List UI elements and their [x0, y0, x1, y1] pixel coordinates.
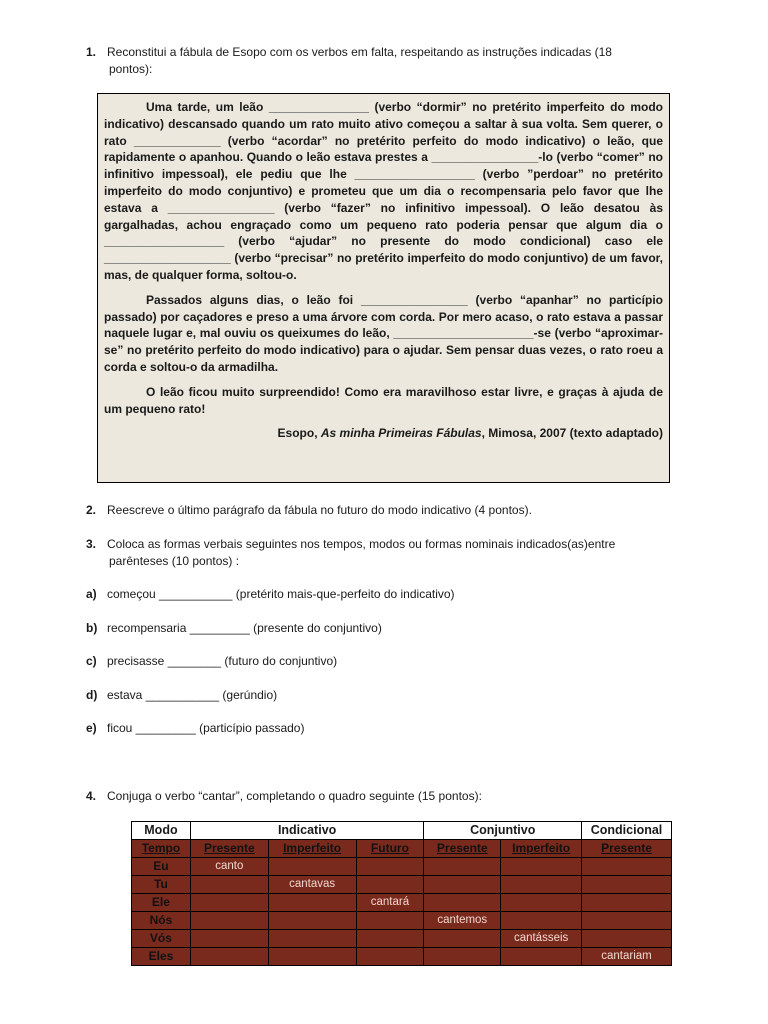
person-label: Tu: [132, 876, 191, 894]
item-label: e): [86, 721, 97, 735]
table-tempo-row: [132, 840, 672, 858]
question-3-text: [107, 536, 667, 570]
conjugation-cell[interactable]: cantemos: [424, 912, 501, 930]
question-1-line-2: pontos):: [109, 62, 153, 76]
tempo-cell: Presente: [424, 840, 501, 858]
question-3-line-2: parênteses (10 pontos) :: [109, 554, 240, 568]
item-label: a): [86, 587, 97, 601]
item-label: b): [86, 621, 98, 635]
person-label: Eu: [132, 858, 191, 876]
item-label: c): [86, 654, 97, 668]
conjugation-cell[interactable]: [582, 912, 672, 930]
table-row: [132, 894, 672, 912]
header-indicativo: Indicativo: [190, 822, 423, 840]
header-modo: Modo: [132, 822, 191, 840]
conjugation-cell[interactable]: [268, 858, 356, 876]
conjugation-table: [131, 821, 672, 966]
question-4-text: Conjuga o verbo “cantar”, completando o quadro seguinte (15 pontos):: [107, 789, 482, 803]
tempo-cell: Imperfeito: [268, 840, 356, 858]
conjugation-cell[interactable]: [356, 876, 424, 894]
tempo-cell: Imperfeito: [501, 840, 582, 858]
item-label: d): [86, 688, 98, 702]
question-3-item-e: [86, 720, 304, 737]
conjugation-cell[interactable]: [424, 894, 501, 912]
question-3-item-c: [86, 653, 337, 670]
table-header-row: [132, 822, 672, 840]
question-1-number: 1.: [86, 45, 97, 59]
question-3-item-a: [86, 586, 455, 603]
conjugation-cell[interactable]: [268, 930, 356, 948]
conjugation-cell[interactable]: [424, 930, 501, 948]
question-3-number: 3.: [86, 537, 97, 551]
conjugation-cell[interactable]: [501, 858, 582, 876]
conjugation-cell[interactable]: [424, 858, 501, 876]
fable-paragraph-2: Passados alguns dias, o leão foi ________________ (verbo “apanhar” no particípio passado) por caçadores e preso a uma árvore com corda. Por mero acaso, o rato estava a passar naquele lugar e, mal ouviu os queixumes do leão, _____________________-se (verbo “aproximar-se” no pretérito perfeito do modo indicativo) para o ajudar. Sem pensar duas vezes, o rato roeu a corda e soltou-o da armadilha.: [104, 292, 663, 374]
question-2-text: Reescreve o último parágrafo da fábula no futuro do modo indicativo (4 pontos).: [107, 503, 532, 517]
question-3-item-d: [86, 687, 277, 704]
conjugation-cell[interactable]: cantásseis: [501, 930, 582, 948]
fable-source-rest: , Mimosa, 2007 (texto adaptado): [481, 426, 663, 441]
conjugation-cell[interactable]: [190, 912, 268, 930]
fable-box: [97, 93, 670, 483]
conjugation-cell[interactable]: [501, 876, 582, 894]
table-row: [132, 876, 672, 894]
conjugation-cell[interactable]: [424, 948, 501, 966]
fable-source-title: As minha Primeiras Fábulas: [320, 426, 482, 441]
conjugation-cell[interactable]: [501, 894, 582, 912]
conjugation-cell[interactable]: [190, 930, 268, 948]
question-3-line-1: Coloca as formas verbais seguintes nos tempos, modos ou formas nominais indicados(as)entre: [107, 537, 616, 551]
conjugation-cell[interactable]: [190, 948, 268, 966]
person-label: Nós: [132, 912, 191, 930]
table-row: [132, 948, 672, 966]
tempo-cell: Presente: [190, 840, 268, 858]
table-row: [132, 912, 672, 930]
conjugation-cell[interactable]: [356, 930, 424, 948]
table-row: [132, 858, 672, 876]
question-2-number: 2.: [86, 503, 97, 517]
tempo-cell: Futuro: [356, 840, 424, 858]
conjugation-cell[interactable]: [582, 894, 672, 912]
conjugation-cell[interactable]: [268, 948, 356, 966]
question-1-line-1: Reconstitui a fábula de Esopo com os verbos em falta, respeitando as instruções indicadas (18: [107, 45, 612, 59]
conjugation-cell[interactable]: cantará: [356, 894, 424, 912]
header-conjuntivo: Conjuntivo: [424, 822, 582, 840]
conjugation-cell[interactable]: cantavas: [268, 876, 356, 894]
conjugation-cell[interactable]: [582, 858, 672, 876]
item-text: estava ___________ (gerúndio): [107, 688, 278, 702]
person-label: Ele: [132, 894, 191, 912]
fable-paragraph-1: Uma tarde, um leão _______________ (verbo “dormir” no pretérito imperfeito do modo indicativo) descansado quando um rato muito ativo começou a saltar à sua volta. Sem querer, o rato _____________ (verbo “acordar” no pretérito perfeito do modo indicativo) o leão, que rapidamente o apanhou. Quando o leão estava prestes a ________________-lo (verbo “comer” no infinitivo impessoal), ele pediu que lhe __________________ (verbo ”perdoar” no pretérito imperfeito do modo conjuntivo) e prometeu que um dia o recompensaria pelo favor que lhe estava a ________________ (verbo “fazer” no infinitivo impessoal). O leão desatou às gargalhadas, achou engraçado como um pequeno rato poderia pensar que algum dia o __________________ (verbo “ajudar” no presente do modo condicional) caso ele ___________________ (verbo “precisar” no pretérito imperfeito do modo conjuntivo) de um favor, mas, de qualquer forma, soltou-o.: [104, 100, 663, 282]
conjugation-cell[interactable]: [356, 948, 424, 966]
person-label: Vós: [132, 930, 191, 948]
conjugation-cell[interactable]: canto: [190, 858, 268, 876]
conjugation-cell[interactable]: [268, 894, 356, 912]
tempo-cell: Presente: [582, 840, 672, 858]
item-text: precisasse ________ (futuro do conjuntivo): [107, 654, 338, 668]
conjugation-cell[interactable]: [501, 948, 582, 966]
conjugation-cell[interactable]: [424, 876, 501, 894]
table-row: [132, 930, 672, 948]
conjugation-cell[interactable]: [356, 858, 424, 876]
header-condicional: Condicional: [582, 822, 672, 840]
conjugation-cell[interactable]: [190, 894, 268, 912]
conjugation-cell[interactable]: [501, 912, 582, 930]
tempo-label: Tempo: [132, 840, 191, 858]
question-4-number: 4.: [86, 789, 97, 803]
person-label: Eles: [132, 948, 191, 966]
fable-source: [104, 425, 663, 442]
conjugation-cell[interactable]: cantariam: [582, 948, 672, 966]
item-text: ficou _________ (particípio passado): [107, 721, 305, 735]
item-text: recompensaria _________ (presente do conjuntivo): [107, 621, 382, 635]
conjugation-cell[interactable]: [268, 912, 356, 930]
conjugation-cell[interactable]: [356, 912, 424, 930]
fable-source-author: Esopo,: [277, 426, 321, 441]
question-3-item-b: [86, 620, 382, 637]
conjugation-cell[interactable]: [190, 876, 268, 894]
fable-paragraph-3: O leão ficou muito surpreendido! Como era maravilhoso estar livre, e graças à ajuda de um pequeno rato!: [104, 384, 663, 416]
conjugation-cell[interactable]: [582, 876, 672, 894]
item-text: começou ___________ (pretérito mais-que-perfeito do indicativo): [107, 587, 455, 601]
question-1-text: [107, 44, 667, 78]
conjugation-cell[interactable]: [582, 930, 672, 948]
